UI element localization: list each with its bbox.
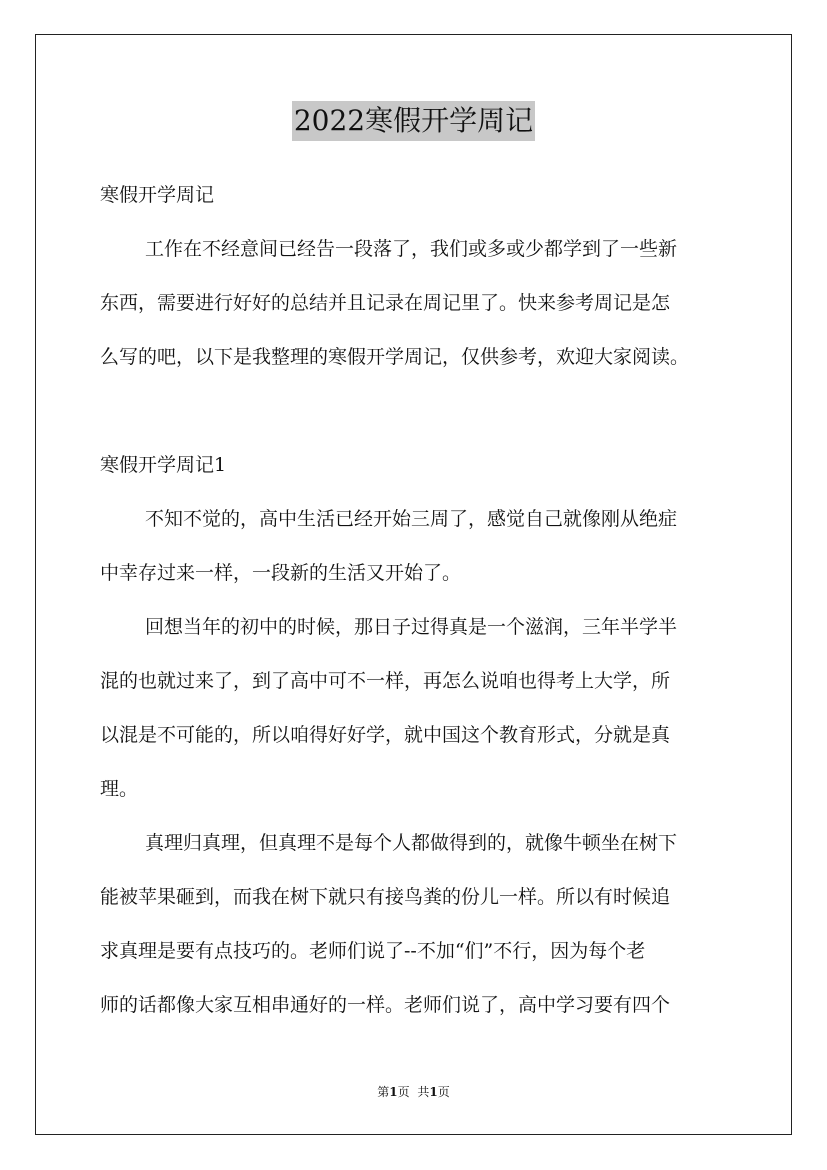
document-subtitle: 寒假开学周记 — [100, 184, 215, 206]
document-title — [0, 100, 827, 141]
page-footer — [0, 1084, 827, 1100]
footer-total-prefix: 共 — [417, 1085, 430, 1099]
paragraph2-line-4: 理。 — [100, 778, 139, 800]
section-heading: 寒假开学周记1 — [100, 454, 227, 476]
paragraph3-line-1: 真理归真理，但真理不是每个人都做得到的，就像牛顿坐在树下 — [145, 832, 678, 854]
paragraph3-line-2: 能被苹果砸到，而我在树下就只有接鸟粪的份儿一样。所以有时候追 — [100, 886, 671, 908]
footer-page-prefix: 第 — [377, 1085, 390, 1099]
paragraph2-line-2: 混的也就过来了，到了高中可不一样，再怎么说咱也得考上大学，所 — [100, 670, 671, 692]
footer-page-number: 1 — [389, 1085, 398, 1099]
document-title-text: 2022寒假开学周记 — [292, 101, 535, 141]
footer-total-number: 1 — [429, 1085, 438, 1099]
footer-page-suffix: 页 — [397, 1085, 410, 1099]
paragraph3-line-4: 师的话都像大家互相串通好的一样。老师们说了，高中学习要有四个 — [100, 994, 671, 1016]
paragraph3-line-3: 求真理是要有点技巧的。老师们说了--不加“们”不行，因为每个老 — [100, 940, 646, 962]
intro-line-1: 工作在不经意间已经告一段落了，我们或多或少都学到了一些新 — [145, 238, 678, 260]
paragraph2-line-3: 以混是不可能的，所以咱得好好学，就中国这个教育形式，分就是真 — [100, 724, 671, 746]
paragraph2-line-1: 回想当年的初中的时候，那日子过得真是一个滋润，三年半学半 — [145, 616, 678, 638]
paragraph1-line-2: 中幸存过来一样，一段新的生活又开始了。 — [100, 562, 462, 584]
intro-line-3: 么写的吧，以下是我整理的寒假开学周记，仅供参考，欢迎大家阅读。 — [100, 346, 690, 368]
footer-total-suffix: 页 — [437, 1085, 450, 1099]
paragraph1-line-1: 不知不觉的，高中生活已经开始三周了，感觉自己就像刚从绝症 — [145, 508, 678, 530]
intro-line-2: 东西，需要进行好好的总结并且记录在周记里了。快来参考周记是怎 — [100, 292, 671, 314]
